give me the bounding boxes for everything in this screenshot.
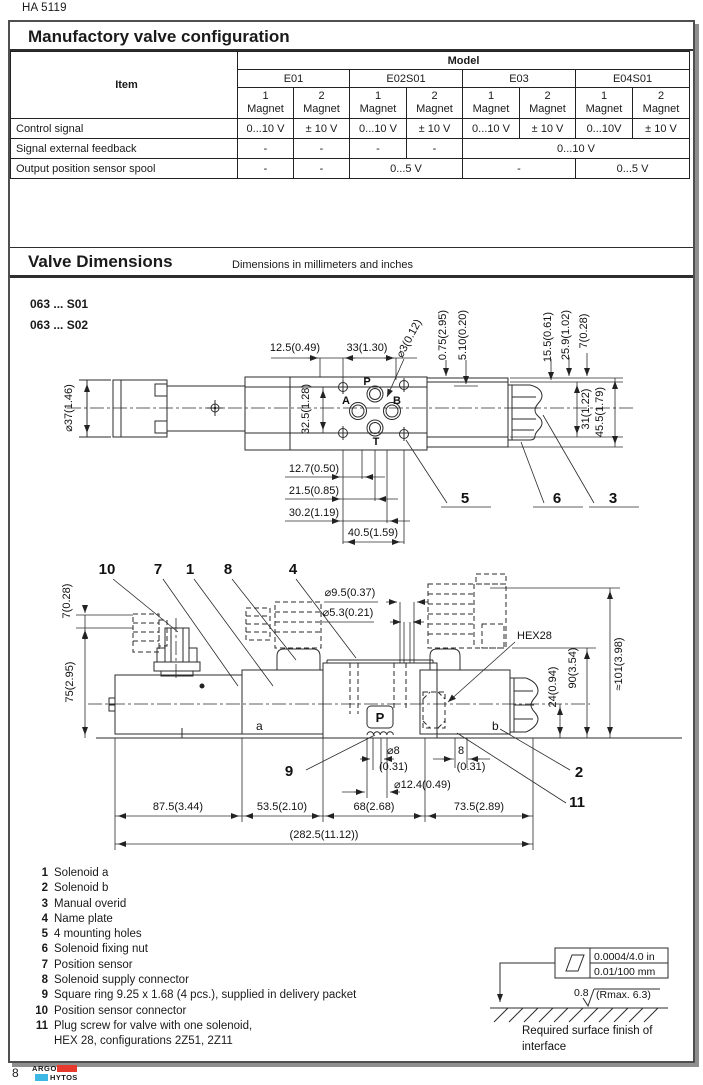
legend-item: 4 Name plate	[41, 912, 113, 925]
valve-top-outline	[67, 377, 635, 450]
callout-11: 11	[569, 794, 585, 811]
legend-item: 6 Solenoid fixing nut	[41, 943, 148, 956]
magnet-header: 1 Magnet	[463, 88, 520, 119]
legend-list	[30, 866, 356, 1050]
callout-3: 3	[608, 490, 618, 507]
table-cell: ± 10 V	[633, 119, 690, 139]
table-cell: -	[238, 159, 294, 179]
table-row	[11, 139, 690, 159]
table-cell: ± 10 V	[520, 119, 576, 139]
model-e03: E03	[463, 70, 576, 88]
legend-item: 11 Plug screw for valve with one solenoid,	[35, 1019, 253, 1032]
model-e01: E01	[238, 70, 350, 88]
table-cell: -	[463, 159, 576, 179]
finish-caption-line1: Required surface finish of	[522, 1025, 653, 1037]
table-cell: -	[294, 159, 350, 179]
dim-dia37: ⌀37(1.46)	[63, 384, 75, 432]
legend-item: 2 Solenoid b	[41, 882, 109, 895]
variant-s01: 063 ... S01	[30, 297, 89, 311]
config-title: Manufactory valve configuration	[28, 27, 290, 46]
col-header-item: Item	[11, 52, 238, 119]
label-hex28: HEX28	[517, 630, 552, 642]
row-label: Output position sensor spool	[11, 159, 238, 179]
dim-40-5: 40.5(1.59)	[347, 527, 399, 539]
row-label: Control signal	[11, 119, 238, 139]
flatness-mm-value: 0.01/100 mm	[594, 966, 656, 978]
callout-1: 1	[185, 561, 195, 578]
table-cell: -	[407, 139, 463, 159]
dimensions-section-header	[10, 247, 693, 278]
logo-text-argo: ARGO	[32, 1064, 57, 1073]
dim-0-75: 0.75(2.95)	[437, 309, 449, 361]
table-cell: ± 10 V	[407, 119, 463, 139]
port-circles	[350, 386, 401, 436]
magnet-header: 2 Magnet	[520, 88, 576, 119]
table-cell: 0...10V	[576, 119, 633, 139]
dim-90: 90(3.54)	[567, 647, 579, 689]
port-p-label: P	[375, 710, 385, 725]
callout-4: 4	[288, 561, 298, 578]
port-label-t: T	[372, 436, 380, 448]
document-code: HA 5119	[22, 2, 67, 14]
dim-31: 31(1.22)	[580, 388, 592, 430]
dim-dia5-3: ⌀5.3(0.21)	[322, 607, 374, 619]
legend-item-continuation: HEX 28, configurations 2Z51, 2Z11	[54, 1035, 233, 1048]
magnet-header: 2 Magnet	[407, 88, 463, 119]
dimensions-title: Valve Dimensions	[28, 252, 173, 271]
top-view-drawing	[55, 285, 655, 553]
port-label-b: B	[393, 395, 401, 407]
valve-side-outline	[88, 618, 682, 738]
dim-24: 24(0.94)	[547, 666, 559, 708]
dim-33: 33(1.30)	[346, 342, 388, 354]
dim-7: 7(0.28)	[578, 313, 590, 349]
dim-75: 75(2.95)	[64, 661, 76, 703]
dim-15-5: 15.5(0.61)	[542, 311, 554, 363]
table-cell: 0...5 V	[576, 159, 690, 179]
config-section-header	[10, 22, 693, 51]
table-cell: 0...5 V	[350, 159, 463, 179]
port-label-a: A	[342, 395, 350, 407]
table-row	[11, 119, 690, 139]
page-number: 8	[12, 1066, 19, 1080]
col-header-model: Model	[238, 52, 690, 70]
config-table	[10, 51, 690, 179]
model-e02s01: E02S01	[350, 70, 463, 88]
side-view-drawing	[30, 552, 690, 856]
dim-25-9: 25.9(1.02)	[560, 309, 572, 361]
dim-12-5: 12.5(0.49)	[269, 342, 321, 354]
dim-12-7: 12.7(0.50)	[288, 463, 340, 475]
dim-87-5: 87.5(3.44)	[152, 801, 204, 813]
dim-8-inch: (0.31)	[456, 761, 486, 773]
legend-item: 9 Square ring 9.25 x 1.68 (4 pcs.), supplied in delivery packet	[41, 989, 357, 1002]
row-label: Signal external feedback	[11, 139, 238, 159]
port-label-p: P	[363, 376, 371, 388]
dim-68: 68(2.68)	[353, 801, 395, 813]
dim-101: ≈101(3.98)	[613, 637, 625, 691]
dim-282-5: (282.5(11.12))	[289, 829, 359, 841]
callout-7: 7	[153, 561, 163, 578]
model-e04s01: E04S01	[576, 70, 690, 88]
legend-item: 10 Position sensor connector	[35, 1004, 187, 1017]
logo-cyan-block	[35, 1074, 48, 1081]
magnet-header: 1 Magnet	[238, 88, 294, 119]
callout-10: 10	[98, 561, 116, 578]
legend-item: 1 Solenoid a	[41, 867, 109, 879]
legend-item: 8 Solenoid supply connector	[41, 974, 189, 987]
solenoid-a-letter: a	[256, 719, 263, 733]
dim-5-10: 5.10(0.20)	[457, 309, 469, 361]
legend-item: 7 Position sensor	[41, 958, 133, 971]
solenoid-b-letter: b	[492, 719, 499, 733]
table-cell: 0...10 V	[463, 139, 690, 159]
dim-7-028: 7(0.28)	[61, 583, 73, 619]
table-cell: 0...10 V	[463, 119, 520, 139]
rmax-value: (Rmax. 6.3)	[596, 989, 651, 1001]
logo-text-hytos: HYTOS	[50, 1073, 78, 1082]
dim-dia8-inch: (0.31)	[379, 761, 408, 773]
dim-dia3: ⌀3(0.12)	[394, 317, 425, 360]
finish-caption-line2: interface	[522, 1041, 567, 1053]
magnet-header: 1 Magnet	[350, 88, 407, 119]
table-cell: 0...10 V	[350, 119, 407, 139]
dimensions-subtitle: Dimensions in millimeters and inches	[232, 259, 413, 271]
callout-8: 8	[223, 561, 233, 578]
flatness-inch-value: 0.0004/4.0 in	[594, 951, 655, 963]
dim-dia12-4: ⌀12.4(0.49)	[394, 779, 451, 791]
callout-5: 5	[460, 490, 470, 507]
magnet-header: 2 Magnet	[294, 88, 350, 119]
surface-finish-diagram	[488, 930, 683, 1060]
dim-73-5: 73.5(2.89)	[453, 801, 505, 813]
table-cell: ± 10 V	[294, 119, 350, 139]
legend-item: 5 4 mounting holes	[41, 928, 142, 941]
surface-hatching	[490, 1008, 668, 1022]
callout-9: 9	[284, 763, 294, 780]
legend-item: 3 Manual overid	[41, 897, 127, 910]
roughness-value: 0.8	[574, 987, 589, 999]
dim-21-5: 21.5(0.85)	[288, 485, 340, 497]
dim-53-5: 53.5(2.10)	[256, 801, 308, 813]
table-row	[11, 159, 690, 179]
table-cell: -	[294, 139, 350, 159]
dim-dia8: ⌀8	[387, 745, 400, 757]
variant-s02: 063 ... S02	[30, 318, 89, 332]
dim-45-5: 45.5(1.79)	[594, 386, 606, 438]
table-cell: -	[350, 139, 407, 159]
dim-dia9-5: ⌀9.5(0.37)	[324, 587, 376, 599]
callout-2: 2	[574, 764, 584, 781]
dim-8: 8	[457, 745, 465, 757]
page-frame	[8, 20, 695, 1063]
dim-32-5: 32.5(1.28)	[300, 383, 312, 435]
dim-30-2: 30.2(1.19)	[288, 507, 340, 519]
callout-6: 6	[552, 490, 562, 507]
table-cell: -	[238, 139, 294, 159]
argo-hytos-logo	[30, 1063, 82, 1083]
magnet-header: 2 Magnet	[633, 88, 690, 119]
magnet-header: 1 Magnet	[576, 88, 633, 119]
table-cell: 0...10 V	[238, 119, 294, 139]
logo-red-block	[57, 1065, 77, 1072]
